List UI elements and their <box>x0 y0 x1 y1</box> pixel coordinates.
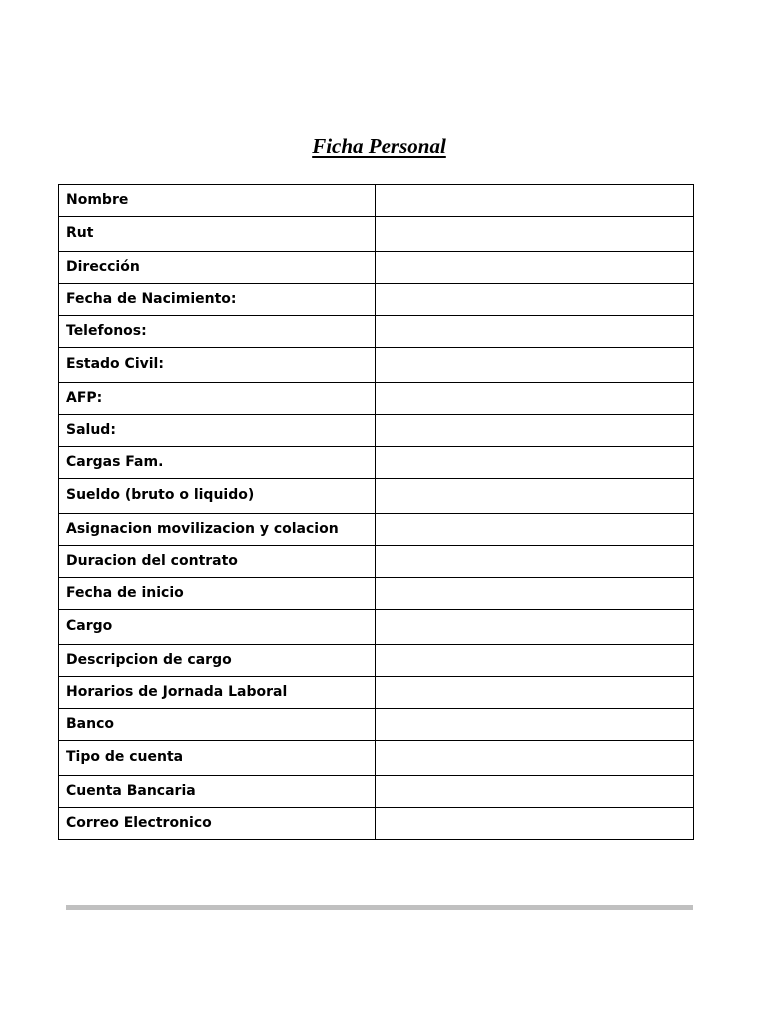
field-label: Sueldo (bruto o liquido) <box>59 479 376 514</box>
field-label: Banco <box>59 709 376 741</box>
personal-data-table <box>58 184 694 840</box>
horarios-field[interactable] <box>376 677 694 709</box>
correo-field[interactable] <box>376 808 694 840</box>
field-label: Asignacion movilizacion y colacion <box>59 514 376 546</box>
form-row-tipo-cuenta <box>59 741 694 776</box>
form-row-correo <box>59 808 694 840</box>
field-label: Cargas Fam. <box>59 447 376 479</box>
cargo-field[interactable] <box>376 610 694 645</box>
form-row-cargo <box>59 610 694 645</box>
nombre-field[interactable] <box>376 185 694 217</box>
field-label: Cuenta Bancaria <box>59 776 376 808</box>
afp-field[interactable] <box>376 383 694 415</box>
form-row-horarios <box>59 677 694 709</box>
field-label: Horarios de Jornada Laboral <box>59 677 376 709</box>
bottom-divider <box>66 905 693 910</box>
rut-field[interactable] <box>376 217 694 252</box>
form-row-sueldo <box>59 479 694 514</box>
form-row-banco <box>59 709 694 741</box>
salud-field[interactable] <box>376 415 694 447</box>
tipo-cuenta-field[interactable] <box>376 741 694 776</box>
form-row-salud <box>59 415 694 447</box>
banco-field[interactable] <box>376 709 694 741</box>
field-label: Duracion del contrato <box>59 546 376 578</box>
form-row-descripcion-cargo <box>59 645 694 677</box>
form-row-cargas-fam <box>59 447 694 479</box>
field-label: Descripcion de cargo <box>59 645 376 677</box>
fecha-inicio-field[interactable] <box>376 578 694 610</box>
descripcion-cargo-field[interactable] <box>376 645 694 677</box>
page-title: Ficha Personal <box>312 134 446 158</box>
cargas-fam-field[interactable] <box>376 447 694 479</box>
field-label: AFP: <box>59 383 376 415</box>
form-row-fecha-nacimiento <box>59 284 694 316</box>
field-label: Tipo de cuenta <box>59 741 376 776</box>
field-label: Salud: <box>59 415 376 447</box>
telefonos-field[interactable] <box>376 316 694 348</box>
field-label: Fecha de inicio <box>59 578 376 610</box>
form-row-estado-civil <box>59 348 694 383</box>
field-label: Dirección <box>59 252 376 284</box>
form-row-direccion <box>59 252 694 284</box>
form-row-cuenta-bancaria <box>59 776 694 808</box>
sueldo-field[interactable] <box>376 479 694 514</box>
fecha-nacimiento-field[interactable] <box>376 284 694 316</box>
form-row-nombre <box>59 185 694 217</box>
form-row-fecha-inicio <box>59 578 694 610</box>
field-label: Estado Civil: <box>59 348 376 383</box>
form-row-telefonos <box>59 316 694 348</box>
field-label: Rut <box>59 217 376 252</box>
asignacion-field[interactable] <box>376 514 694 546</box>
field-label: Correo Electronico <box>59 808 376 840</box>
form-row-asignacion <box>59 514 694 546</box>
form-row-afp <box>59 383 694 415</box>
field-label: Telefonos: <box>59 316 376 348</box>
estado-civil-field[interactable] <box>376 348 694 383</box>
cuenta-bancaria-field[interactable] <box>376 776 694 808</box>
field-label: Nombre <box>59 185 376 217</box>
field-label: Cargo <box>59 610 376 645</box>
form-row-duracion-contrato <box>59 546 694 578</box>
field-label: Fecha de Nacimiento: <box>59 284 376 316</box>
duracion-contrato-field[interactable] <box>376 546 694 578</box>
direccion-field[interactable] <box>376 252 694 284</box>
form-row-rut <box>59 217 694 252</box>
